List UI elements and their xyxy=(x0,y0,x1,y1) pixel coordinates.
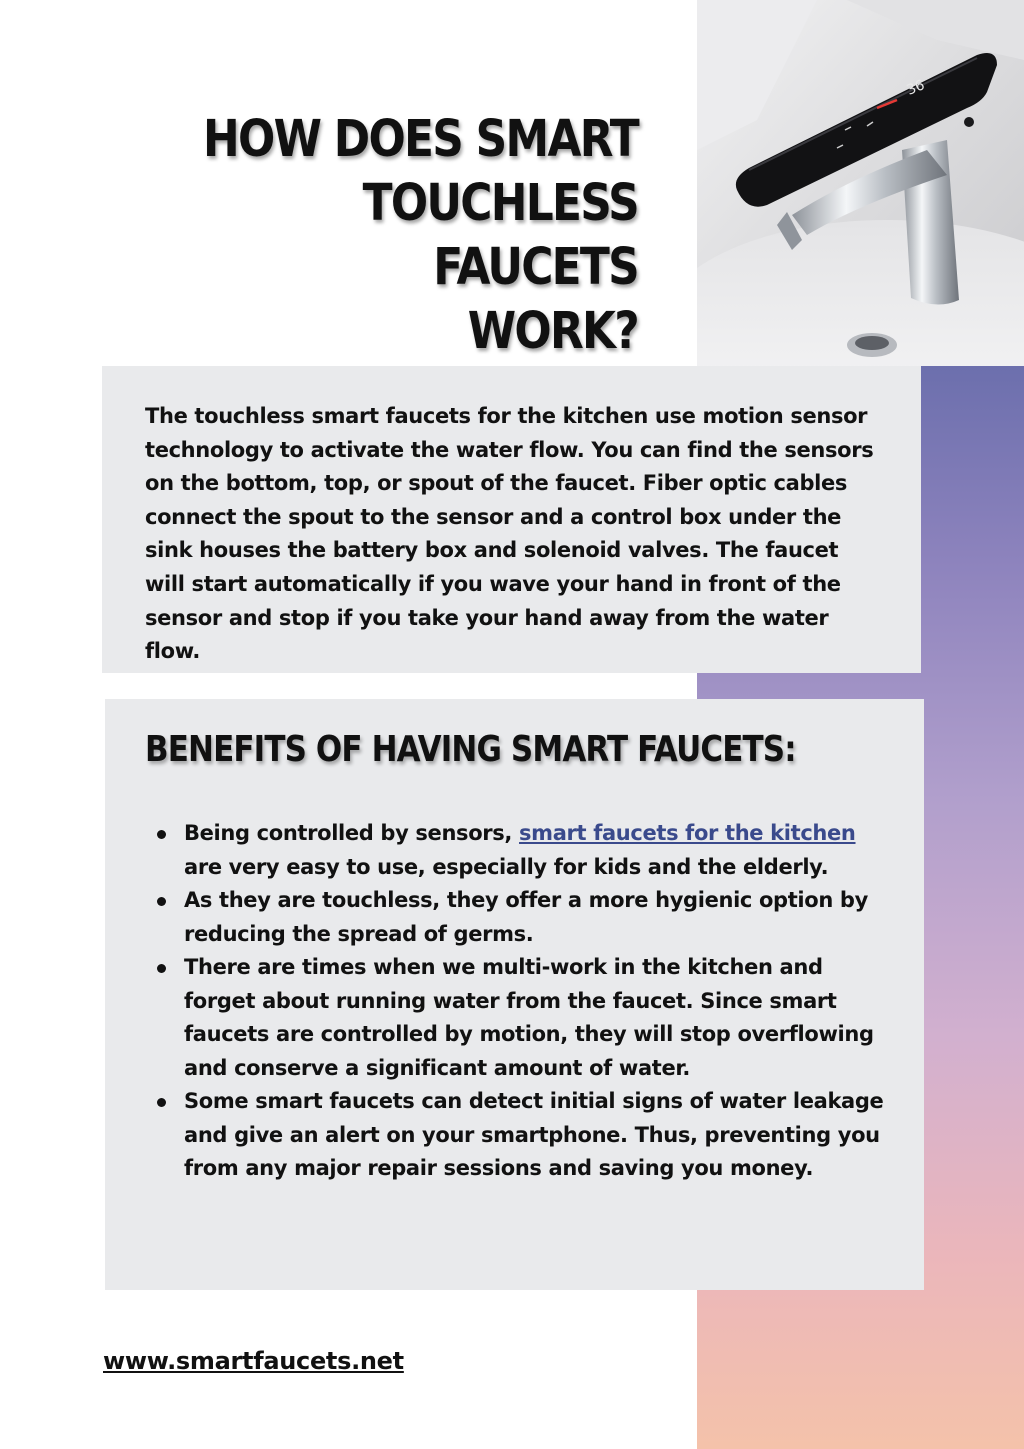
faucet-photo xyxy=(697,0,1024,366)
benefit-2-text: As they are touchless, they offer a more hygienic option by reducing the spread of germs. xyxy=(184,888,868,946)
benefit-1-before: Being controlled by sensors, xyxy=(184,821,520,845)
bullet-icon xyxy=(157,897,166,906)
benefit-1-after: are very easy to use, especially for kids and the elderly. xyxy=(184,854,829,879)
bullet-icon xyxy=(157,964,166,973)
benefit-3-text: There are times when we multi-work in the kitchen and forget about running water from the faucet. Since smart faucets are controlled by motion, they will stop overflowing and conserve a significant amount of water. xyxy=(184,955,874,1080)
intro-panel xyxy=(102,366,921,673)
list-item xyxy=(145,1085,885,1186)
intro-paragraph: The touchless smart faucets for the kitchen use motion sensor technology to activate the water flow. You can find the sensors on the bottom, top, or spout of the faucet. Fiber optic cables connect the spout to the sensor and a control box under the sink houses the battery box and solenoid valves. The faucet will start automatically if you wave your hand in front of the sensor and stop if you take your hand away from the water flow. xyxy=(145,404,874,664)
benefits-list xyxy=(145,817,885,1186)
bullet-icon xyxy=(157,830,166,839)
smart-faucets-link[interactable]: smart faucets for the kitchen xyxy=(519,821,856,845)
benefits-panel xyxy=(105,699,924,1290)
list-item xyxy=(145,951,885,1085)
title-line-1: HOW DOES SMART xyxy=(203,110,638,169)
website-link[interactable]: www.smartfaucets.net xyxy=(103,1347,404,1375)
list-item xyxy=(145,884,885,951)
faucet-display-reading: 36 xyxy=(904,77,928,99)
page-title xyxy=(156,108,638,364)
benefit-4-text: Some smart faucets can detect initial signs of water leakage and give an alert on your smartphone. Thus, preventing you from any major repair sessions and saving you money. xyxy=(184,1089,884,1180)
title-line-2: TOUCHLESS FAUCETS xyxy=(362,174,638,297)
bullet-icon xyxy=(157,1098,166,1107)
list-item xyxy=(145,817,885,884)
benefits-heading: BENEFITS OF HAVING SMART FAUCETS: xyxy=(145,729,796,770)
title-line-3: WORK? xyxy=(467,302,638,361)
